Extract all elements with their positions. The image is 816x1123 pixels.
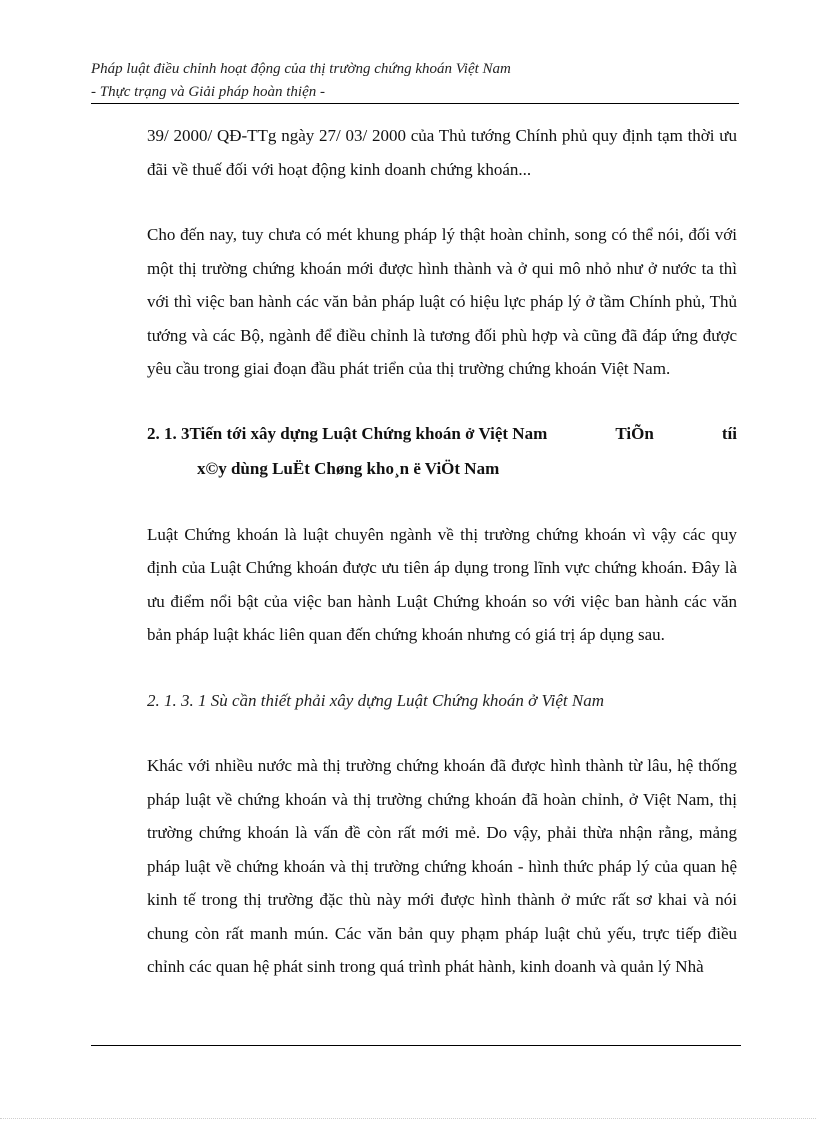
section-number: 2. 1. 3 (147, 423, 190, 443)
paragraph: Cho đến nay, tuy chưa có mét khung pháp lý thật hoàn chỉnh, song có thể nói, đối với một thị trường chứng khoán mới được hình thành và ở qui mô nhỏ như ở nước ta thì với thì việc ban hành các văn bản pháp luật có hiệu lực pháp lý ở tầm Chính phủ, Thủ tướng và các Bộ, ngành để điều chỉnh là tương đối phù hợp và cũng đã đáp ứng được yêu cầu trong giai đoạn đầu phát triển của thị trường chứng khoán Việt Nam. (147, 225, 737, 378)
header-rule (91, 103, 739, 104)
section-heading (147, 416, 737, 486)
page-body (147, 119, 737, 984)
garbled-text-b: tíi (721, 423, 737, 443)
running-header-line-2: - Thực trạng và Giải pháp hoàn thiện - (91, 84, 325, 100)
section-title: Tiến tới xây dựng Luật Chứng khoán ở Việt Nam (189, 423, 548, 443)
garbled-text-c: x©y dùng LuËt Chøng kho¸n ë ViÖt Nam (197, 458, 500, 478)
garbled-text-a: TiÕn (615, 423, 654, 443)
paragraph: Luật Chứng khoán là luật chuyên ngành về thị trường chứng khoán vì vậy các quy định của Luật Chứng khoán được ưu tiên áp dụng trong lĩnh vực chứng khoán. Đây là ưu điểm nổi bật của việc ban hành Luật Chứng khoán so với việc ban hành các văn bản pháp luật khác liên quan đến chứng khoán nhưng có giá trị áp dụng sau. (147, 524, 737, 644)
running-header-line-1: Pháp luật điều chỉnh hoạt động của thị trường chứng khoán Việt Nam (91, 61, 511, 77)
footer-rule (91, 1045, 741, 1046)
paragraph: Khác với nhiều nước mà thị trường chứng khoán đã được hình thành từ lâu, hệ thống pháp luật về chứng khoán và thị trường chứng khoán đã hoàn chỉnh, ở Việt Nam, thị trường chứng khoán là vấn đề còn rất mới mẻ. Do vậy, phải thừa nhận rằng, mảng pháp luật về chứng khoán và thị trường chứng khoán - hình thức pháp lý của quan hệ kinh tế trong thị trường đặc thù này mới được hình thành ở mức rất sơ khai và nói chung còn rất manh mún. Các văn bản quy phạm pháp luật chủ yếu, trực tiếp điều chỉnh các quan hệ phát sinh trong quá trình phát hành, kinh doanh và quản lý Nhà (147, 756, 737, 976)
subsection-heading: 2. 1. 3. 1 Sù cần thiết phải xây dựng Luật Chứng khoán ở Việt Nam (147, 690, 604, 710)
page-edge-dotted-line (0, 1118, 816, 1119)
paragraph-continuation: 39/ 2000/ QĐ-TTg ngày 27/ 03/ 2000 của Thủ tướng Chính phủ quy định tạm thời ưu đãi về thuế đối với hoạt động kinh doanh chứng khoán... (147, 126, 737, 179)
running-header (91, 58, 739, 104)
